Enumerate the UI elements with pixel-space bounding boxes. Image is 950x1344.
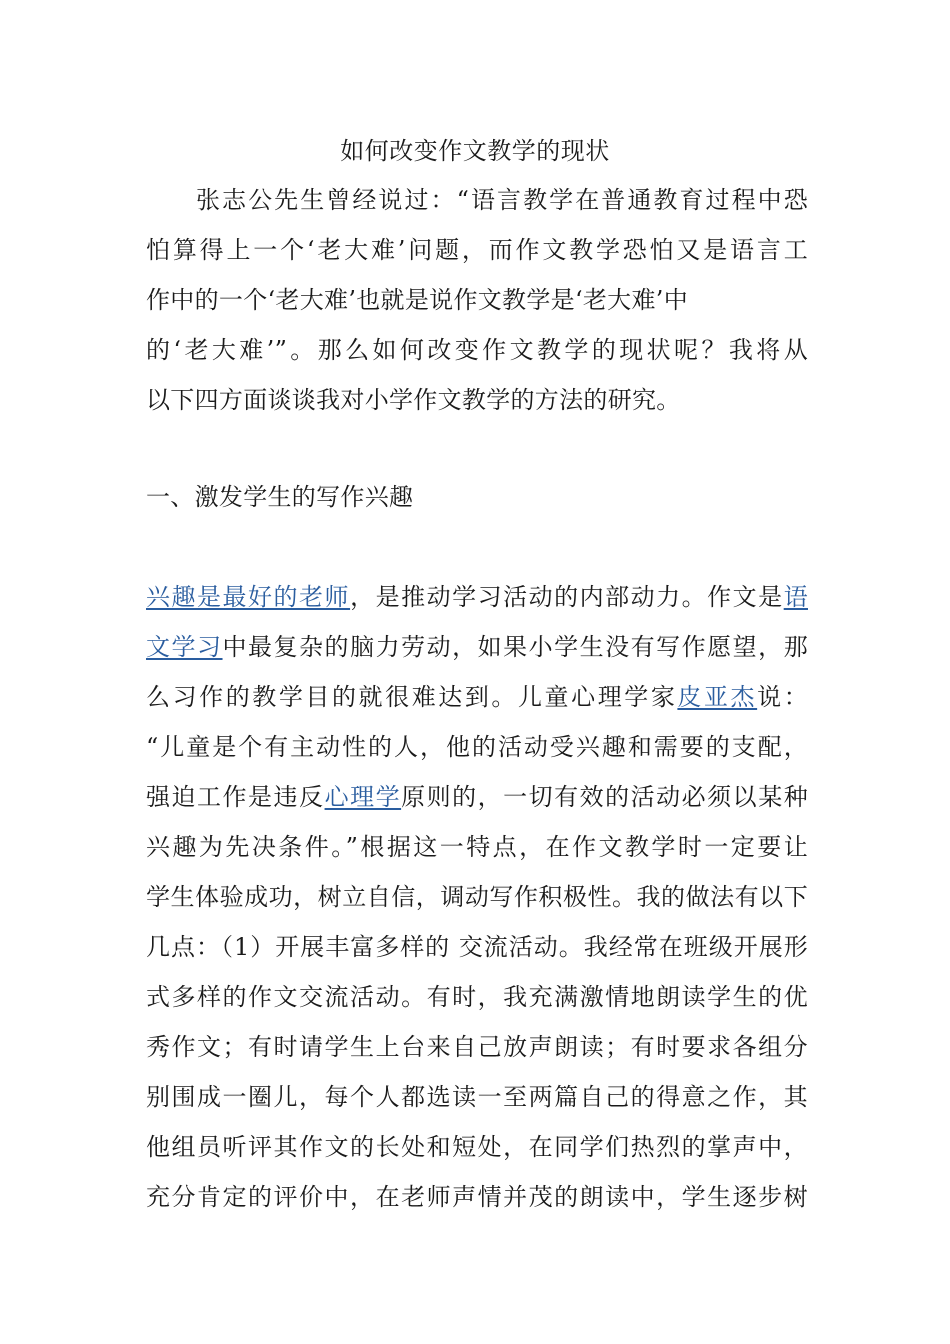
paragraph-line [146, 572, 808, 622]
link-psychology[interactable]: 心理学 [324, 783, 402, 811]
line-text: 说： [757, 683, 808, 711]
line-text: 强迫工作是违反 [146, 783, 325, 811]
line-text: 么习作的教学目的就很难达到。儿童心理学家 [146, 683, 678, 711]
paragraph-line: 别围成一圈儿，每个人都选读一至两篇自己的得意之作，其 [146, 1083, 808, 1111]
intro-line: 怕算得上一个‘老大难’问题，而作文教学恐怕又是语言工 [146, 236, 808, 264]
paragraph-line [146, 772, 808, 822]
paragraph-line: 他组员听评其作文的长处和短处，在同学们热烈的掌声中， [146, 1133, 808, 1161]
paragraph-line [146, 622, 808, 672]
link-piaget[interactable]: 皮亚杰 [677, 683, 758, 711]
line-text: 中最复杂的脑力劳动，如果小学生没有写作愿望，那 [222, 633, 808, 661]
intro-line: 作中的一个‘老大难’也就是说作文教学是‘老大难’中 [146, 286, 689, 314]
line-text: 原则的，一切有效的活动必须以某种 [401, 783, 808, 811]
paragraph-line: 秀作文；有时请学生上台来自己放声朗读；有时要求各组分 [146, 1033, 808, 1061]
intro-line: 以下四方面谈谈我对小学作文教学的方法的研究。 [146, 386, 681, 414]
paragraph-line: 几点：（1）开展丰富多样的 交流活动。我经常在班级开展形 [146, 933, 808, 961]
paragraph-line: 学生体验成功，树立自信，调动写作积极性。我的做法有以下 [146, 883, 808, 911]
paragraph-line: 充分肯定的评价中，在老师声情并茂的朗读中，学生逐步树 [146, 1183, 808, 1211]
section-heading-text: 一、激发学生的写作兴趣 [146, 483, 414, 511]
section1-paragraph [146, 572, 808, 1222]
intro-paragraph [146, 175, 808, 425]
paragraph-line [146, 672, 808, 722]
paragraph-line: 兴趣为先决条件。”根据这一特点，在作文教学时一定要让 [146, 833, 808, 861]
section-heading [146, 472, 808, 522]
link-language-learning-part2[interactable]: 文学习 [146, 633, 223, 661]
document-title: 如何改变作文教学的现状 [340, 137, 610, 165]
intro-line: 的‘老大难’”。那么如何改变作文教学的现状呢？我将从 [146, 336, 808, 364]
paragraph-line: 式多样的作文交流活动。有时，我充满激情地朗读学生的优 [146, 983, 808, 1011]
link-language-learning-part1[interactable]: 语 [783, 583, 808, 611]
link-interest-best-teacher[interactable]: 兴趣是最好的老师 [146, 583, 351, 611]
line-text: ，是推动学习活动的内部动力。作文是 [350, 583, 784, 611]
intro-line: 张志公先生曾经说过：“语言教学在普通教育过程中恐 [196, 186, 808, 214]
paragraph-line: “儿童是个有主动性的人，他的活动受兴趣和需要的支配， [146, 733, 808, 761]
